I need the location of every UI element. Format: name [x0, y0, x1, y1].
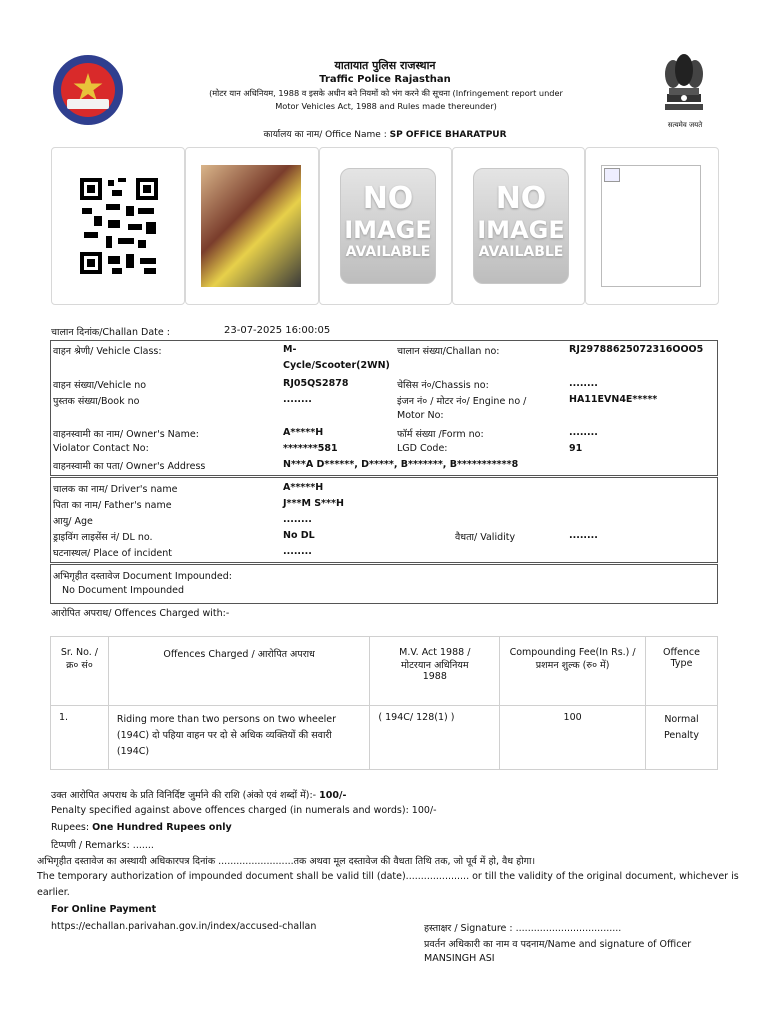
- qr-code-icon: [78, 176, 160, 276]
- offences-table-header: [51, 637, 718, 706]
- traffic-police-logo: [53, 55, 123, 125]
- row-act: ( 194C/ 128(1) ): [370, 706, 500, 770]
- vehicle-no-value: RJ05QS2878: [283, 378, 349, 389]
- signature-line: हस्ताक्षर / Signature : ...................................: [424, 923, 622, 934]
- engine-value: HA11EVN4E*****: [569, 394, 658, 405]
- office-name: कार्यालय का नाम/ Office Name : SP OFFICE BHARATPUR: [263, 130, 507, 140]
- header-offence-type: Offence Type: [646, 637, 718, 706]
- offences-title: आरोपित अपराध/ Offences Charged with:-: [51, 608, 230, 619]
- challan-date-value: 23-07-2025 16:00:05: [224, 325, 331, 336]
- violation-photo: [201, 165, 301, 287]
- dl-no-value: No DL: [283, 530, 315, 541]
- broken-image-icon: [601, 165, 701, 287]
- dl-no-label: ड्राइविंग लाइसेंस नं/ DL no.: [53, 532, 153, 543]
- father-name-label: पिता का नाम/ Father's name: [53, 500, 172, 511]
- lgd-code-value: 91: [569, 443, 583, 454]
- table-row: [51, 706, 718, 770]
- penalty-amount-english: Penalty specified against above offences charged (in numerals and words): 100/-: [51, 805, 437, 816]
- document-impounded-label: अभिगृहीत दस्तावेज Document Impounded:: [53, 571, 232, 582]
- engine-label-1: इंजन नं० / मोटर नं०/ Engine no /: [397, 396, 527, 407]
- validity-value: ........: [569, 530, 598, 541]
- challan-photo-box: [185, 147, 319, 305]
- temp-authorization-english-2: earlier.: [37, 887, 70, 898]
- no-image-box-2: [452, 147, 585, 305]
- book-no-value: ........: [283, 394, 312, 405]
- emblem-motto: सत्यमेव जयते: [667, 121, 703, 129]
- owner-address-label: वाहनस्वामी का पता/ Owner's Address: [53, 461, 206, 472]
- header-offences: Offences Charged / आरोपित अपराध: [108, 637, 369, 706]
- age-label: आयु/ Age: [53, 516, 93, 527]
- row-type: Normal Penalty: [646, 706, 718, 770]
- place-label: घटनास्थल/ Place of incident: [53, 548, 172, 559]
- header-sr-no: Sr. No. / क्र० सं०: [51, 637, 109, 706]
- header-compounding-fee: Compounding Fee(In Rs.) / प्रशमन शुल्क (रु० में): [500, 637, 646, 706]
- header-mv-act: M.V. Act 1988 / मोटरयान अधिनियम 1988: [370, 637, 500, 706]
- place-value: ........: [283, 546, 312, 557]
- violator-contact-label: Violator Contact No:: [53, 443, 149, 454]
- owner-address-value: N***A D******, D*****, B*******, B***********8: [283, 459, 519, 470]
- header-title-hindi: यातायात पुलिस राजस्थान: [334, 59, 436, 72]
- vehicle-class-value-2: Cycle/Scooter(2WN): [283, 360, 390, 371]
- offences-table: [50, 636, 718, 770]
- penalty-amount-hindi: उक्त आरोपित अपराध के प्रति विनिर्दिष्ट जुर्माने की राशि (अंको एवं शब्दों में):- 100/-: [51, 790, 347, 801]
- online-payment-link[interactable]: https://echallan.parivahan.gov.in/index/accused-challan: [51, 921, 317, 932]
- owner-name-value: A*****H: [283, 427, 324, 438]
- book-no-label: पुस्तक संख्या/Book no: [53, 396, 140, 407]
- row-offence: Riding more than two persons on two wheeler (194C) दो पहिया वाहन पर दो से अधिक व्यक्तियों की सवारी (194C): [108, 706, 369, 770]
- header-description: (मोटर यान अधिनियम, 1988 व इसके अधीन बने नियमों को भंग करने की सूचना (Infringement report under Motor Vehicles Act, 1988 and Rules made thereunder): [209, 88, 563, 111]
- vehicle-no-label: वाहन संख्या/Vehicle no: [53, 380, 147, 391]
- challan-no-label: चालान संख्या/Challan no:: [397, 346, 500, 357]
- lgd-code-label: LGD Code:: [397, 443, 448, 454]
- national-emblem-icon: [661, 50, 707, 114]
- vehicle-class-value-1: M-: [283, 344, 297, 355]
- row-sr-no: 1.: [51, 706, 109, 770]
- no-image-placeholder: NO IMAGE AVAILABLE: [340, 168, 436, 284]
- document-impounded-value: No Document Impounded: [62, 585, 185, 596]
- header-title-english: Traffic Police Rajasthan: [319, 74, 451, 85]
- challan-date-label: चालान दिनांक/Challan Date :: [51, 327, 170, 338]
- challan-no-value: RJ29788625072316OOO5: [569, 344, 704, 355]
- officer-label: प्रवर्तन अधिकारी का नाम व पदनाम/Name and signature of Officer: [424, 939, 692, 950]
- temp-authorization-english-1: The temporary authorization of impounded document shall be valid till (date)..................... or till the validity of the original document, whichever is: [37, 871, 739, 882]
- form-no-value: ........: [569, 427, 598, 438]
- no-image-box-1: [319, 147, 452, 305]
- driver-name-label: चालक का नाम/ Driver's name: [53, 484, 178, 495]
- vehicle-class-label: वाहन श्रेणी/ Vehicle Class:: [53, 346, 162, 357]
- engine-label-2: Motor No:: [397, 410, 444, 421]
- age-value: ........: [283, 514, 312, 525]
- qr-code-box: [51, 147, 185, 305]
- driver-name-value: A*****H: [283, 482, 324, 493]
- temp-authorization-hindi: अभिगृहीत दस्तावेज का अस्थायी अधिकारपत्र दिनांक .........................तक अथवा मूल दस्तावेज की वैधता तिथि तक, जो पूर्व में हो, वैध होगा।: [37, 856, 536, 867]
- remarks: टिप्पणी / Remarks: .......: [51, 840, 154, 851]
- chassis-value: ........: [569, 378, 598, 389]
- father-name-value: J***M S***H: [283, 498, 344, 509]
- form-no-label: फॉर्म संख्या /Form no:: [397, 429, 484, 440]
- rupees-in-words: Rupees: One Hundred Rupees only: [51, 822, 232, 833]
- validity-label: वैधता/ Validity: [455, 532, 516, 543]
- broken-image-box: [585, 147, 719, 305]
- officer-name: MANSINGH ASI: [424, 953, 495, 964]
- no-image-placeholder: NO IMAGE AVAILABLE: [473, 168, 569, 284]
- violator-contact-value: *******581: [283, 443, 338, 454]
- chassis-label: चेसिस नं०/Chassis no:: [397, 380, 489, 391]
- online-payment-label: For Online Payment: [51, 904, 157, 915]
- owner-name-label: वाहनस्वामी का नाम/ Owner's Name:: [53, 429, 199, 440]
- row-fee: 100: [500, 706, 646, 770]
